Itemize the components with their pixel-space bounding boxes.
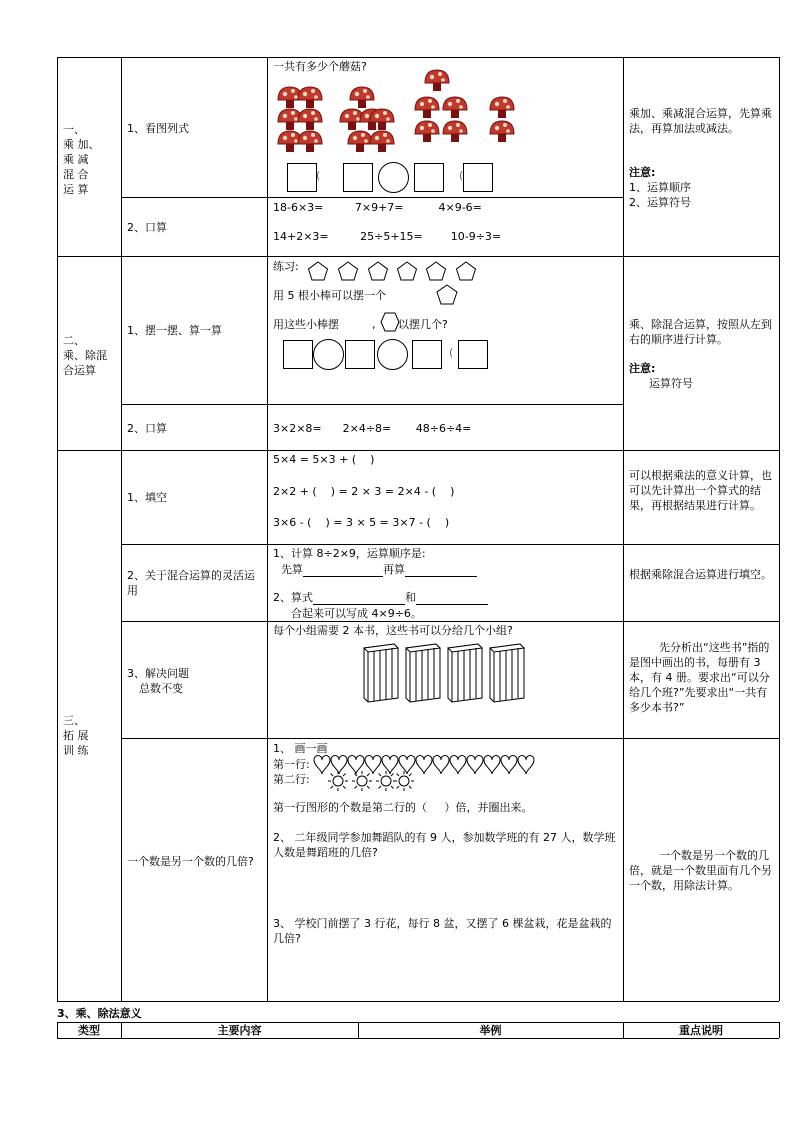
s3-row2-q2b: 合起来可以写成 4×9÷6。 [291, 607, 422, 620]
s3-row4-label: 一个数是另一个数的几倍? [127, 855, 254, 868]
s2-category-1: 二、 [63, 334, 85, 347]
s1-note-1: 1、运算顺序 [629, 181, 691, 194]
s3-row3-label-1: 3、解决问题 [127, 667, 189, 680]
s2-line-b-post: 以摆几个? [398, 318, 448, 331]
s3-row2-then: 再算 [383, 563, 405, 576]
s3-row2-and: 和 [405, 591, 416, 604]
s3-row4-note: 一个数是另一个数的几倍，就是一个数里面有几个另一个数，用除法计算。 [629, 849, 772, 892]
s1-category-3: 乘 减 [63, 153, 89, 166]
pentagon-row [305, 260, 485, 284]
s3-row4-heading: 1、 画一画 [273, 742, 328, 755]
s2-operator-circle-1[interactable] [313, 339, 344, 370]
pentagon-icon [436, 284, 458, 306]
s3-row2-q2-line [273, 590, 488, 605]
s1-row2-label: 2、口算 [127, 221, 167, 234]
s2-line-a: 用 5 根小棒可以摆一个 [273, 289, 386, 302]
s3-row3-label-2: 总数不变 [139, 682, 183, 695]
s1-category-4: 混 合 [63, 168, 89, 181]
operator-gap-1: ( [316, 169, 321, 182]
answer-box-2[interactable] [343, 163, 373, 192]
s1-category-1: 一、 [63, 123, 85, 136]
s1-category-5: 运 算 [63, 183, 89, 196]
s1-oral-line-1: 18-6×3= 7×9+7= 4×9-6= [273, 201, 482, 214]
answer-box-3[interactable] [414, 163, 444, 192]
blank-expr-1[interactable] [313, 593, 405, 605]
blank-then[interactable] [405, 565, 477, 577]
s3-row2-first-line [281, 562, 477, 577]
s3-row4-q2: 2、 二年级同学参加舞蹈队的有 9 人，参加数学班的有 27 人，数学班人数是舞蹈班的几倍? [273, 831, 616, 859]
s2-row1-label: 1、摆一摆、算一算 [127, 324, 222, 337]
s3-row2-label: 2、关于混合运算的灵活运用 [127, 569, 255, 597]
s1-note-2: 2、运算符号 [629, 196, 691, 209]
s3-row2-note: 根据乘除混合运算进行填空。 [629, 568, 772, 581]
s2-note-1: 运算符号 [649, 377, 693, 390]
s3-row4-q3: 3、 学校门前摆了 3 行花，每行 8 盆，又摆了 6 棵盆栽，花是盆栽的几倍? [273, 917, 612, 945]
s2-row2-label: 2、口算 [127, 422, 167, 435]
mushroom-picture [270, 70, 520, 160]
s2-answer-box-2[interactable] [345, 340, 375, 369]
s2-line-b-pre: 用这些小棒摆 [273, 318, 339, 331]
s2-category-2: 乘、除混 [63, 349, 107, 362]
s3-row2-q2: 2、算式 [273, 591, 313, 604]
s2-answer-box-1[interactable] [283, 340, 313, 369]
answer-box-1[interactable] [287, 163, 317, 192]
s2-practice: 练习: [273, 260, 299, 273]
s1-question: 一共有多少个蘑菇? [273, 60, 367, 73]
s3-fill-line-1: 5×4 = 5×3 + ( ) [273, 453, 375, 466]
s3-row2-first: 先算 [281, 563, 303, 576]
hexagon-icon [380, 312, 400, 332]
s3-category-2: 拓 展 [63, 729, 89, 742]
s3-row4-q1: 第一行图形的个数是第二行的（ ）倍，并圈出来。 [273, 801, 533, 814]
answer-box-4[interactable] [463, 163, 493, 192]
s3-row3-note: 先分析出“这些书”指的是图中画出的书，每册有 3 本，有 4 册。要求出“可以分给几个班?”先要求出“一共有多少本书?” [629, 641, 770, 714]
s2-oral-line: 3×2×8= 2×4÷8= 48÷6÷4= [273, 422, 472, 435]
header-type: 类型 [78, 1024, 100, 1037]
s1-note-main: 乘加、乘减混合运算，先算乘法，再算加法或减法。 [629, 107, 772, 135]
s3-row4-row2: 第二行: [273, 773, 310, 786]
s1-oral-line-2: 14+2×3= 25÷5+15= 10-9÷3= [273, 230, 502, 243]
s2-note-main: 乘、除混合运算，按照从左到右的顺序进行计算。 [629, 318, 772, 346]
s3-category-3: 训 练 [63, 744, 89, 757]
section-3-title: 3、乘、除法意义 [57, 1007, 142, 1020]
header-content: 主要内容 [217, 1024, 262, 1037]
s2-answer-box-3[interactable] [412, 340, 442, 369]
books-picture [360, 640, 540, 702]
header-example: 举例 [479, 1024, 502, 1037]
s3-row1-label: 1、填空 [127, 491, 167, 504]
s3-category-1: 三、 [63, 714, 85, 727]
s3-row1-note: 可以根据乘法的意义计算，也可以先计算出一个算式的结果，再根据结果进行计算。 [629, 469, 772, 512]
s2-note-title: 注意: [629, 362, 656, 375]
s3-row4-row1: 第一行: [273, 758, 310, 771]
blank-expr-2[interactable] [416, 593, 488, 605]
s3-fill-line-2: 2×2 + ( ) = 2 × 3 = 2×4 - ( ) [273, 485, 455, 498]
s3-fill-line-3: 3×6 - ( ) = 3 × 5 = 3×7 - ( ) [273, 516, 450, 529]
sun-icons-row [316, 769, 416, 793]
s2-operator-circle-2[interactable] [377, 339, 408, 370]
s2-line-b-comma: , [372, 318, 376, 331]
blank-first[interactable] [303, 565, 383, 577]
s3-row3-question: 每个小组需要 2 本书，这些书可以分给几个小组? [273, 624, 513, 637]
operator-circle-1[interactable] [378, 162, 409, 193]
s1-row1-label: 1、看图列式 [127, 122, 189, 135]
header-notes: 重点说明 [679, 1024, 723, 1037]
s2-category-3: 合运算 [63, 364, 96, 377]
s3-row2-q1: 1、计算 8÷2×9，运算顺序是: [273, 547, 426, 560]
operator-gap-2: ( [459, 169, 464, 182]
s2-answer-box-4[interactable] [458, 340, 488, 369]
s1-note-title: 注意: [629, 166, 656, 179]
s1-category-2: 乘 加、 [63, 138, 100, 151]
s2-operator-gap: ( [449, 346, 454, 359]
